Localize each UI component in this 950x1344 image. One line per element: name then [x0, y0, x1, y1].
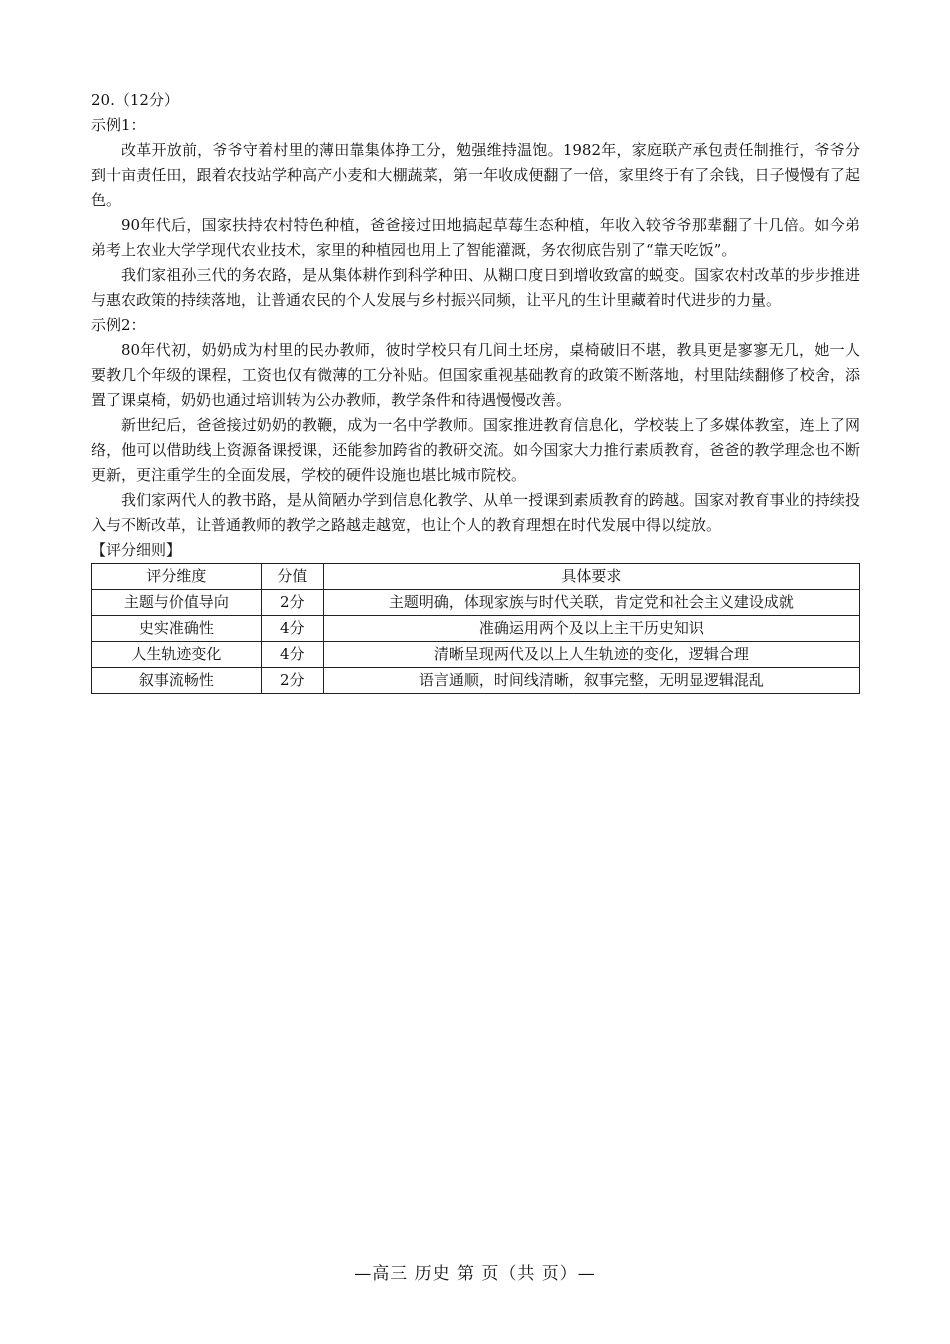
- rubric-requirement-cell: 准确运用两个及以上主干历史知识: [323, 616, 859, 642]
- table-row: [92, 668, 860, 694]
- rubric-dimension-cell: 叙事流畅性: [92, 668, 262, 694]
- rubric-dimension-cell: 人生轨迹变化: [92, 642, 262, 668]
- rubric-header-dimension: 评分维度: [92, 564, 262, 590]
- example1-label: 示例1：: [91, 116, 146, 134]
- rubric-requirement-cell: 主题明确，体现家族与时代关联，肯定党和社会主义建设成就: [323, 590, 859, 616]
- answer-content: [91, 88, 860, 694]
- example1-paragraph: 改革开放前，爷爷守着村里的薄田靠集体挣工分，勉强维持温饱。1982年，家庭联产承包责任制推行，爷爷分到十亩责任田，跟着农技站学种高产小麦和大棚蔬菜，第一年收成便翻了一倍，家里终于有了余钱，日子慢慢有了起色。: [91, 141, 860, 209]
- rubric-requirement-cell: 语言通顺，时间线清晰，叙事完整，无明显逻辑混乱: [323, 668, 859, 694]
- rubric-score-cell: 2分: [261, 668, 323, 694]
- rubric-score-cell: 2分: [261, 590, 323, 616]
- example1-paragraph: 90年代后，国家扶持农村特色种植，爸爸接过田地搞起草莓生态种植，年收入较爷爷那辈翻了十几倍。如今弟弟考上农业大学学现代农业技术，家里的种植园也用上了智能灌溉，务农彻底告别了“靠天吃饭”。: [91, 216, 860, 259]
- rubric-dimension-cell: 主题与价值导向: [92, 590, 262, 616]
- question-header: 20.（12分）: [91, 91, 179, 109]
- table-row: [92, 616, 860, 642]
- example2-paragraph: 80年代初，奶奶成为村里的民办教师，彼时学校只有几间土坯房，桌椅破旧不堪，教具更是寥寥无几，她一人要教几个年级的课程，工资也仅有微薄的工分补贴。但国家重视基础教育的政策不断落地，村里陆续翻修了校舍，添置了课桌椅，奶奶也通过培训转为公办教师，教学条件和待遇慢慢改善。: [91, 341, 860, 409]
- table-row: [92, 642, 860, 668]
- example2-label: 示例2：: [91, 316, 146, 334]
- rubric-score-cell: 4分: [261, 616, 323, 642]
- example1-paragraph: 我们家祖孙三代的务农路，是从集体耕作到科学种田、从糊口度日到增收致富的蜕变。国家农村改革的步步推进与惠农政策的持续落地，让普通农民的个人发展与乡村振兴同频，让平凡的生计里藏着时代进步的力量。: [91, 266, 860, 309]
- rubric-score-cell: 4分: [261, 642, 323, 668]
- rubric-table: [91, 563, 860, 694]
- example2-paragraph: 我们家两代人的教书路，是从简陋办学到信息化教学、从单一授课到素质教育的跨越。国家对教育事业的持续投入与不断改革，让普通教师的教学之路越走越宽，也让个人的教育理想在时代发展中得以绽放。: [91, 491, 860, 534]
- table-row: [92, 590, 860, 616]
- rubric-title: 【评分细则】: [91, 541, 182, 559]
- example2-paragraph: 新世纪后，爸爸接过奶奶的教鞭，成为一名中学教师。国家推进教育信息化，学校装上了多媒体教室，连上了网络，他可以借助线上资源备课授课，还能参加跨省的教研交流。如今国家大力推行素质教育，爸爸的教学理念也不断更新，更注重学生的全面发展，学校的硬件设施也堪比城市院校。: [91, 416, 860, 484]
- rubric-requirement-cell: 清晰呈现两代及以上人生轨迹的变化，逻辑合理: [323, 642, 859, 668]
- rubric-header-requirement: 具体要求: [323, 564, 859, 590]
- rubric-header-row: [92, 564, 860, 590]
- rubric-dimension-cell: 史实准确性: [92, 616, 262, 642]
- rubric-header-score: 分值: [261, 564, 323, 590]
- page-footer: —高三 历史 第 页（共 页）—: [354, 1264, 596, 1284]
